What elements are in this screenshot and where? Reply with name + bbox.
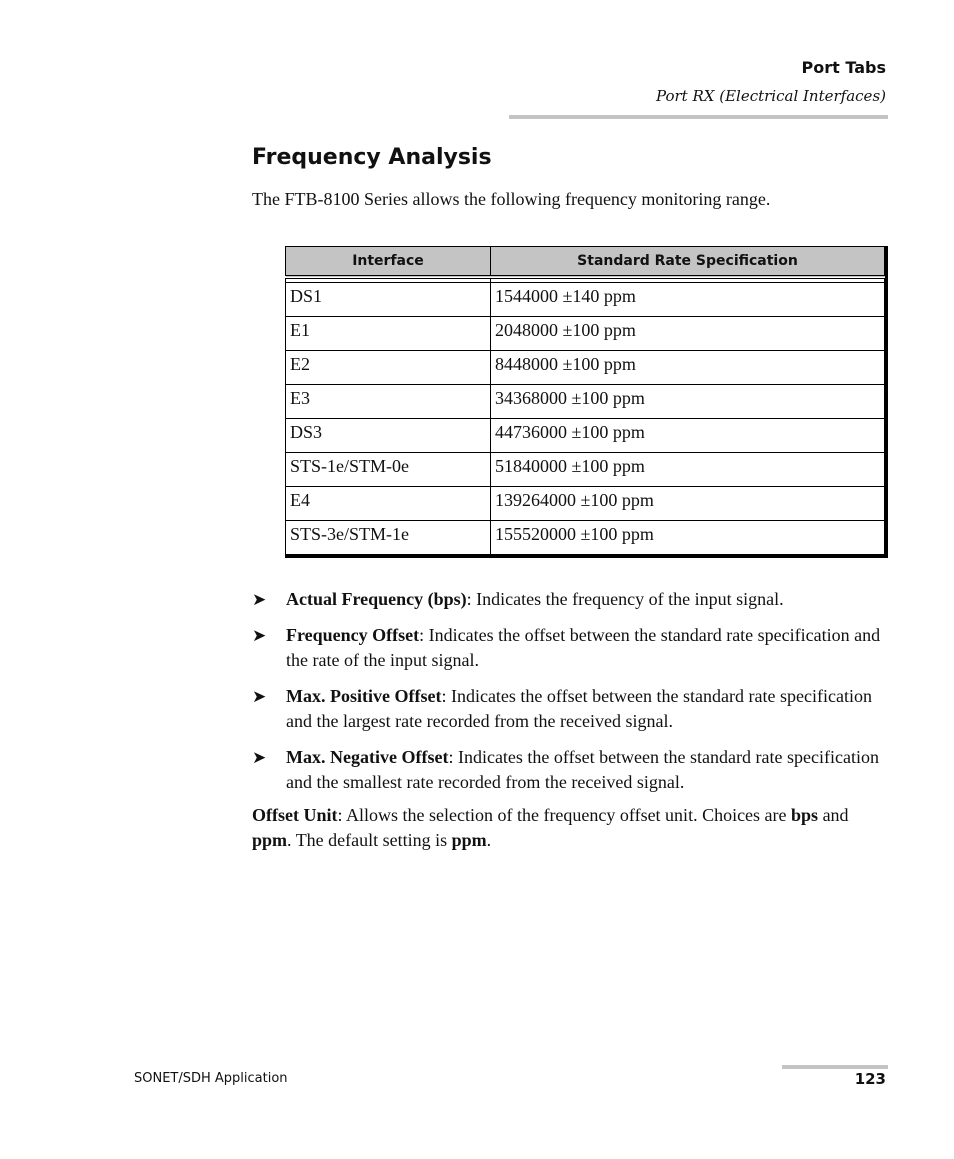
rate-cell: 34368000 ±100 ppm — [491, 385, 885, 419]
list-item-text: : Indicates the offset between the standard rate specification and the largest rate recorded from the received signal. — [286, 686, 872, 731]
interface-cell: E4 — [286, 487, 491, 521]
rate-cell: 155520000 ±100 ppm — [491, 521, 885, 555]
offset-unit-text: : Allows the selection of the frequency offset unit. Choices are — [337, 805, 792, 825]
list-item-term: Frequency Offset — [286, 625, 420, 645]
offset-unit-default: ppm — [451, 830, 487, 850]
column-header-interface: Interface — [286, 247, 491, 278]
table-header-row — [286, 247, 885, 278]
list-item — [252, 745, 882, 795]
list-item-term: Max. Positive Offset — [286, 686, 442, 706]
offset-unit-choice-ppm: ppm — [252, 830, 288, 850]
rate-spec-table — [285, 246, 885, 555]
offset-unit-choice-bps: bps — [791, 805, 819, 825]
table-row — [286, 419, 885, 453]
list-item-term: Max. Negative Offset — [286, 747, 449, 767]
interface-cell: E1 — [286, 317, 491, 351]
footer-rule — [782, 1065, 888, 1069]
list-item — [252, 623, 882, 673]
field-description-list — [252, 587, 882, 806]
interface-cell: E3 — [286, 385, 491, 419]
list-item-term: Actual Frequency (bps) — [286, 589, 467, 609]
rate-cell: 8448000 ±100 ppm — [491, 351, 885, 385]
arrow-bullet-icon: ➤ — [252, 748, 267, 768]
rate-cell: 44736000 ±100 ppm — [491, 419, 885, 453]
running-header-title: Port Tabs — [801, 58, 886, 77]
interface-cell: E2 — [286, 351, 491, 385]
table-row — [286, 453, 885, 487]
interface-cell: DS1 — [286, 283, 491, 317]
offset-unit-text: and — [818, 805, 849, 825]
list-item-text: : Indicates the offset between the standard rate specification and the rate of the input signal. — [286, 625, 881, 670]
list-item-text: : Indicates the frequency of the input signal. — [466, 589, 784, 609]
table-row — [286, 317, 885, 351]
arrow-bullet-icon: ➤ — [252, 687, 267, 707]
header-rule — [509, 115, 888, 119]
rate-cell: 139264000 ±100 ppm — [491, 487, 885, 521]
list-item — [252, 684, 882, 734]
table-row — [286, 351, 885, 385]
rate-cell: 2048000 ±100 ppm — [491, 317, 885, 351]
rate-cell: 51840000 ±100 ppm — [491, 453, 885, 487]
rate-spec-table-wrapper — [285, 246, 888, 558]
table-row — [286, 283, 885, 317]
offset-unit-text: . — [486, 830, 492, 850]
list-item — [252, 587, 882, 612]
intro-paragraph: The FTB-8100 Series allows the following frequency monitoring range. — [252, 189, 771, 209]
interface-cell: STS-3e/STM-1e — [286, 521, 491, 555]
interface-cell: STS-1e/STM-0e — [286, 453, 491, 487]
table-row — [286, 521, 885, 555]
offset-unit-term: Offset Unit — [252, 805, 338, 825]
table-row — [286, 385, 885, 419]
arrow-bullet-icon: ➤ — [252, 626, 267, 646]
footer-document-title: SONET/SDH Application — [134, 1071, 288, 1086]
rate-cell: 1544000 ±140 ppm — [491, 283, 885, 317]
interface-cell: DS3 — [286, 419, 491, 453]
running-header-subtitle: Port RX (Electrical Interfaces) — [656, 87, 886, 105]
arrow-bullet-icon: ➤ — [252, 590, 267, 610]
offset-unit-paragraph — [252, 803, 882, 853]
section-heading: Frequency Analysis — [252, 145, 492, 170]
column-header-rate: Standard Rate Specification — [491, 247, 885, 278]
list-item-text: : Indicates the offset between the standard rate specification and the smallest rate recorded from the received signal. — [286, 747, 879, 792]
table-row — [286, 487, 885, 521]
offset-unit-text: . The default setting is — [287, 830, 452, 850]
page-number: 123 — [854, 1070, 886, 1088]
